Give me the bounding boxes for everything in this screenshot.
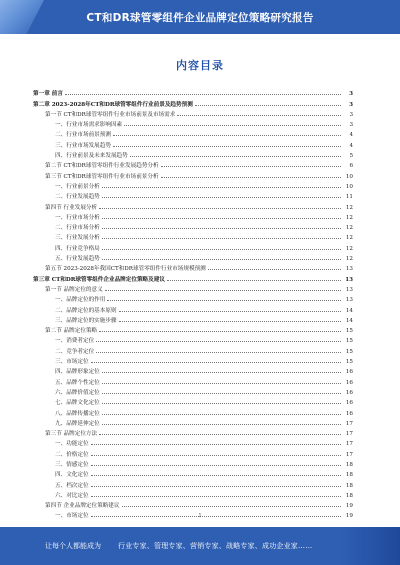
toc-dot-leader <box>91 455 341 456</box>
toc-entry[interactable] <box>33 375 353 385</box>
toc-entry-text: 第二节 CT和DR球管零组件行业发展趋势分析 <box>45 163 159 170</box>
toc-entry[interactable] <box>33 499 353 509</box>
toc-entry-page: 15 <box>345 338 353 345</box>
toc-dot-leader <box>91 444 341 445</box>
toc-entry[interactable] <box>33 190 353 200</box>
toc-entry[interactable] <box>33 489 353 499</box>
toc-dot-leader <box>208 269 341 270</box>
toc-entry-text: 二、品牌定位的基本原则 <box>55 307 117 314</box>
toc-dot-leader <box>119 321 341 322</box>
toc-dot-leader <box>107 300 341 301</box>
toc-entry-text: 四、文化定位 <box>55 472 89 479</box>
toc-entry[interactable] <box>33 200 353 210</box>
toc-entry[interactable] <box>33 396 353 406</box>
toc-dot-leader <box>96 341 341 342</box>
toc-entry-page: 18 <box>345 461 353 468</box>
toc-entry-page: 19 <box>345 513 353 520</box>
toc-dot-leader <box>102 259 341 260</box>
toc-dot-leader <box>91 475 341 476</box>
toc-dot-leader <box>91 486 341 487</box>
toc-dot-leader <box>102 403 341 404</box>
toc-dot-leader <box>122 506 342 507</box>
toc-entry[interactable] <box>33 365 353 375</box>
toc-entry-text: 二、价格定位 <box>55 451 89 458</box>
toc-dot-leader <box>130 156 341 157</box>
toc-entry-text: 二、行业发展趋势 <box>55 194 100 201</box>
toc-entry-text: 第三节 品牌定位方法 <box>45 431 98 438</box>
toc-entry-text: 第二章 2023-2028年CT和DR球管零组件行业前景及趋势预测 <box>33 101 193 108</box>
toc-dot-leader <box>102 187 341 188</box>
toc-title: 内容目录 <box>176 59 224 72</box>
toc-entry-page: 3 <box>349 122 353 129</box>
report-header-bar <box>0 0 400 34</box>
toc-entry[interactable] <box>33 447 353 457</box>
toc-entry-page: 10 <box>345 183 353 190</box>
toc-entry-page: 12 <box>345 235 353 242</box>
toc-dot-leader <box>161 166 341 167</box>
toc-entry-text: 一、市场定位 <box>55 513 89 520</box>
toc-entry-page: 18 <box>345 482 353 489</box>
toc-entry-page: 17 <box>345 420 353 427</box>
toc-entry-page: 15 <box>345 348 353 355</box>
toc-entry-page: 18 <box>345 492 353 499</box>
toc-entry[interactable] <box>33 180 353 190</box>
toc-dot-leader <box>195 105 341 106</box>
footer-bar <box>0 527 400 565</box>
toc-entry-page: 10 <box>345 173 353 180</box>
toc-entry-page: 15 <box>345 359 353 366</box>
toc-entry-text: 四、品牌形象定位 <box>55 369 100 376</box>
toc-dot-leader <box>102 424 341 425</box>
toc-dot-leader <box>113 135 341 136</box>
toc-entry[interactable] <box>33 468 353 478</box>
toc-entry-page: 6 <box>349 163 353 170</box>
toc-entry[interactable] <box>33 283 353 293</box>
toc-entry-text: 七、品牌文化定位 <box>55 400 100 407</box>
toc-entry-page: 13 <box>345 276 353 283</box>
toc-dot-leader <box>99 208 341 209</box>
toc-entry-page: 17 <box>345 431 353 438</box>
toc-entry[interactable] <box>33 231 353 241</box>
toc-entry-text: 九、品牌延伸定位 <box>55 420 100 427</box>
toc-entry-text: 三、行业发展分析 <box>55 235 100 242</box>
toc-entry-text: 五、档次定位 <box>55 482 89 489</box>
toc-entry-text: 一、行业市场需求影响因素 <box>55 122 123 129</box>
toc-entry-text: 一、消费者定位 <box>55 338 95 345</box>
toc-entry-text: 第三节 CT和DR球管零组件行业市场前景分析 <box>45 173 159 180</box>
toc-dot-leader <box>102 228 341 229</box>
toc-entry[interactable] <box>33 118 353 128</box>
toc-dot-leader <box>91 465 341 466</box>
toc-entry-page: 13 <box>345 297 353 304</box>
toc-dot-leader <box>161 177 341 178</box>
toc-entry-text: 三、品牌定位的实施步骤 <box>55 317 117 324</box>
toc-entry-page: 15 <box>345 328 353 335</box>
toc-dot-leader <box>96 352 341 353</box>
toc-dot-leader <box>177 115 341 116</box>
toc-entry-page: 13 <box>345 286 353 293</box>
toc-entry-page: 16 <box>345 410 353 417</box>
toc-entry[interactable] <box>33 458 353 468</box>
toc-dot-leader <box>102 218 341 219</box>
toc-dot-leader <box>99 434 341 435</box>
toc-entry-text: 一、功能定位 <box>55 441 89 448</box>
toc-dot-leader <box>113 146 341 147</box>
toc-entry-page: 13 <box>345 266 353 273</box>
toc-entry-page: 3 <box>349 91 353 98</box>
toc-dot-leader <box>167 280 341 281</box>
toc-entry-page: 16 <box>345 369 353 376</box>
toc-entry[interactable] <box>33 478 353 488</box>
toc-entry-page: 19 <box>345 503 353 510</box>
toc-dot-leader <box>102 197 341 198</box>
toc-entry[interactable] <box>33 241 353 251</box>
toc-entry-page: 3 <box>349 101 353 108</box>
toc-entry-text: 第五节 2023-2028年我国CT和DR球管零组件行业市场规模预测 <box>45 266 206 273</box>
toc-entry[interactable] <box>33 211 353 221</box>
toc-entry-page: 12 <box>345 204 353 211</box>
toc-entry-text: 五、品牌个性定位 <box>55 379 100 386</box>
toc-entry-text: 第三章 CT和DR球管零组件企业品牌定位策略及建议 <box>33 276 165 283</box>
toc-dot-leader <box>105 290 341 291</box>
toc-entry-page: 12 <box>345 245 353 252</box>
toc-entry[interactable] <box>33 314 353 324</box>
toc-dot-leader <box>102 414 341 415</box>
toc-entry[interactable] <box>33 427 353 437</box>
toc-entry-text: 第四节 行业发展分析 <box>45 204 98 211</box>
toc-entry-text: 二、行业市场前景预测 <box>55 132 111 139</box>
toc-entry-page: 16 <box>345 389 353 396</box>
toc-entry[interactable] <box>33 169 353 179</box>
toc-entry[interactable] <box>33 324 353 334</box>
toc-entry[interactable] <box>33 252 353 262</box>
toc-entry-text: 三、市场定位 <box>55 359 89 366</box>
toc-entry-page: 12 <box>345 214 353 221</box>
toc-entry[interactable] <box>33 406 353 416</box>
toc-entry-text: 五、行业发展趋势 <box>55 256 100 263</box>
toc-entry-text: 第四节 企业品牌定位策略建议 <box>45 503 120 510</box>
toc-entry[interactable] <box>33 138 353 148</box>
toc-entry[interactable] <box>33 344 353 354</box>
toc-entry-text: 第一节 CT和DR球管零组件行业市场前景及市场需求 <box>45 111 176 118</box>
toc-entry[interactable] <box>33 87 353 97</box>
toc-entry[interactable] <box>33 262 353 272</box>
toc-entry[interactable] <box>33 159 353 169</box>
toc-entry[interactable] <box>33 149 353 159</box>
toc-dot-leader <box>99 331 341 332</box>
report-title: CT和DR球管零组件企业品牌定位策略研究报告 <box>86 12 314 24</box>
toc-entry[interactable] <box>33 386 353 396</box>
toc-entry-text: 第二节 品牌定位策略 <box>45 328 98 335</box>
toc-entry[interactable] <box>33 293 353 303</box>
toc-entry-page: 17 <box>345 451 353 458</box>
toc-entry-text: 六、品牌价值定位 <box>55 389 100 396</box>
toc-entry[interactable] <box>33 355 353 365</box>
toc-entry[interactable] <box>33 334 353 344</box>
footer-decoration <box>340 527 400 565</box>
toc-entry-text: 第一节 品牌定位的意义 <box>45 286 103 293</box>
toc-dot-leader <box>102 393 341 394</box>
toc-entry-text: 二、竞争者定位 <box>55 348 95 355</box>
toc-dot-leader <box>91 496 341 497</box>
toc-entry[interactable] <box>33 437 353 447</box>
toc-entry[interactable] <box>33 272 353 282</box>
toc-dot-leader <box>65 94 341 95</box>
toc-entry-text: 二、行业市场分析 <box>55 225 100 232</box>
toc-dot-leader <box>102 249 341 250</box>
toc-entry-page: 5 <box>349 153 353 160</box>
toc-entry-page: 12 <box>345 256 353 263</box>
toc-entry-text: 一、品牌定位的作用 <box>55 297 106 304</box>
table-of-contents <box>33 87 353 519</box>
toc-dot-leader <box>91 362 341 363</box>
toc-entry-text: 一、行业前景分析 <box>55 183 100 190</box>
toc-entry[interactable] <box>33 128 353 138</box>
toc-entry-text: 三、情感定位 <box>55 461 89 468</box>
toc-entry-text: 三、行业市场发展趋势 <box>55 142 111 149</box>
toc-entry[interactable] <box>33 303 353 313</box>
toc-dot-leader <box>102 238 341 239</box>
toc-entry-page: 16 <box>345 400 353 407</box>
toc-entry-text: 四、行业竞争格局 <box>55 245 100 252</box>
toc-entry[interactable] <box>33 97 353 107</box>
toc-entry-text: 八、品牌传播定位 <box>55 410 100 417</box>
toc-entry-page: 4 <box>349 132 353 139</box>
footer-slogan-lead: 让每个人都能成为 <box>45 542 101 550</box>
toc-entry[interactable] <box>33 221 353 231</box>
toc-entry-text: 第一章 前言 <box>33 91 63 98</box>
toc-entry-text: 四、行业前景及未来发展趋势 <box>55 153 128 160</box>
toc-entry-page: 14 <box>345 317 353 324</box>
toc-entry-page: 16 <box>345 379 353 386</box>
page-number: 1 <box>198 513 202 519</box>
toc-entry-text: 六、对比定位 <box>55 492 89 499</box>
toc-entry[interactable] <box>33 417 353 427</box>
toc-entry-page: 14 <box>345 307 353 314</box>
toc-dot-leader <box>102 372 341 373</box>
toc-entry-text: 一、行业市场分析 <box>55 214 100 221</box>
footer-slogan-tags: 行业专家、管理专家、营销专家、战略专家、成功企业家…… <box>118 542 313 550</box>
toc-entry-page: 4 <box>349 142 353 149</box>
toc-entry-page: 18 <box>345 472 353 479</box>
toc-entry-page: 11 <box>345 194 353 201</box>
toc-entry-page: 3 <box>349 111 353 118</box>
toc-entry[interactable] <box>33 108 353 118</box>
toc-entry-page: 17 <box>345 441 353 448</box>
toc-dot-leader <box>124 125 341 126</box>
toc-dot-leader <box>102 383 341 384</box>
toc-dot-leader <box>119 311 341 312</box>
toc-entry-page: 12 <box>345 225 353 232</box>
